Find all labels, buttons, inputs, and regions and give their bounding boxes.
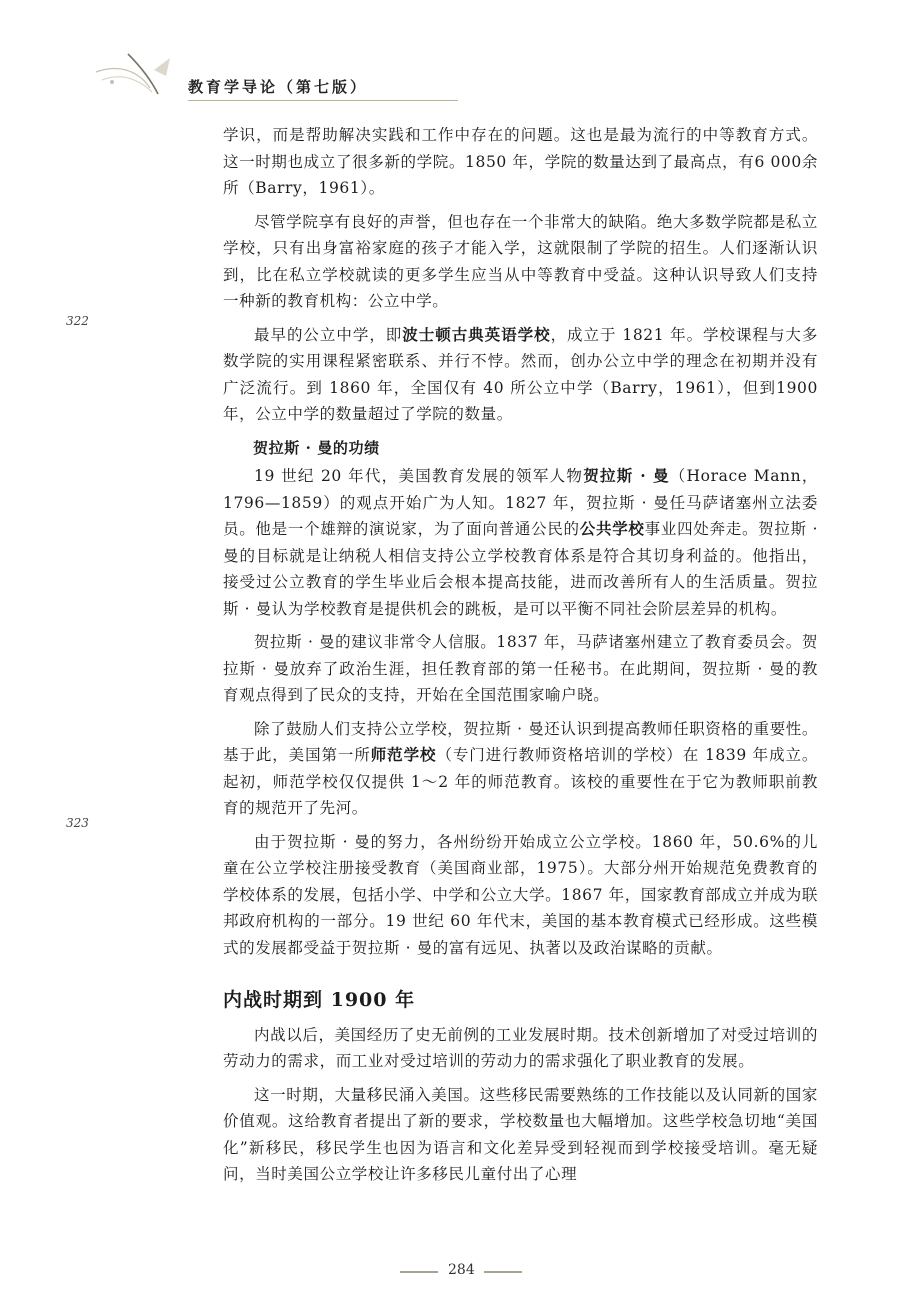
header-title: 教育学导论（第七版） — [188, 78, 369, 96]
footer-ornament-left — [400, 1271, 438, 1273]
paragraph: 贺拉斯 · 曼的建议非常令人信服。1837 年，马萨诸塞州建立了教育委员会。贺拉斯 · 曼放弃了政治生涯，担任教育部的第一任秘书。在此期间，贺拉斯 · 曼的教育观点得到了民众的支持，开始在全国范围家喻户晓。 — [223, 633, 818, 704]
page-footer — [400, 1262, 520, 1282]
margin-page-number: 322 — [66, 314, 89, 328]
text-run: ，成立于 1821 年。学校课程与大多数学院的实用课程紧密联系、并行不悖。然而，创办公立中学的理念在初期并没有广泛流行。到 1860 年，全国仅有 40 所公立中学（Barry，1961），但到1900 年，公立中学的数量超过了学院的数量。 — [223, 325, 819, 423]
bold-term: 师范学校 — [370, 745, 437, 764]
page-number: 284 — [448, 1262, 475, 1278]
text-run: （专门进行教师资格培训的学校）在 1839 年成立。起初，师范学校仅仅提供 1～2 年的师范教育。该校的重要性在于它为教师职前教育的规范开了先河。 — [223, 746, 818, 817]
bold-term: 公共学校 — [579, 519, 645, 538]
paragraph: 尽管学院享有良好的声誉，但也存在一个非常大的缺陷。绝大多数学院都是私立学校，只有出身富裕家庭的孩子才能入学，这就限制了学院的招生。人们逐渐认识到，比在私立学校就读的更多学生应当从中等教育中受益。这种认识导致人们支持一种新的教育机构：公立中学。 — [223, 212, 818, 310]
paragraph — [223, 463, 818, 622]
text-run: 最早的公立中学，即 — [254, 325, 403, 344]
text-run: 事业四处奔走。贺拉斯 · 曼的目标就是让纳税人相信支持公立学校教育体系是符合其切身利益的。他指出，接受过公立教育的学生毕业后会根本提高技能，进而改善所有人的生活质量。贺拉斯 · 曼认为学校教育是提供机会的跳板，是可以平衡不同社会阶层差异的机构。 — [223, 520, 818, 618]
footer-ornament-right — [484, 1271, 522, 1273]
text-run: （Horace Mann，1796—1859）的观点开始广为人知。1827 年，贺拉斯 · 曼任马萨诸塞州立法委员。他是一个雄辩的演说家，为了面向普通公民的 — [223, 467, 819, 538]
running-header — [88, 50, 408, 110]
body-text — [223, 122, 818, 1195]
paragraph: 内战以后，美国经历了史无前例的工业发展时期。技术创新增加了对受过培训的劳动力的需求，而工业对受过培训的劳动力的需求强化了职业教育的发展。 — [223, 1025, 818, 1070]
text-run: 除了鼓励人们支持公立学校，贺拉斯 · 曼还认识到提高教师任职资格的重要性。基于此，美国第一所 — [223, 719, 818, 764]
paragraph — [223, 716, 818, 822]
margin-page-number: 323 — [66, 816, 89, 830]
bold-term: 贺拉斯 · 曼 — [583, 466, 670, 485]
header-rule — [188, 100, 458, 101]
bold-term: 波士顿古典英语学校 — [402, 324, 551, 344]
section-heading: 内战时期到 1900 年 — [223, 989, 416, 1011]
quill-ornament-icon — [88, 50, 188, 100]
paragraph: 这一时期，大量移民涌入美国。这些移民需要熟练的工作技能以及认同新的国家价值观。这给教育者提出了新的要求，学校数量也大幅增加。这些学校急切地“美国化”新移民，移民学生也因为语言和文化差异受到轻视而到学校接受培训。毫无疑问，当时美国公立学校让许多移民儿童付出了心理 — [223, 1085, 818, 1183]
paragraph — [223, 322, 818, 428]
text-run: 19 世纪 20 年代，美国教育发展的领军人物 — [254, 467, 584, 485]
paragraph: 学识，而是帮助解决实践和工作中存在的问题。这也是最为流行的中等教育方式。这一时期也成立了很多新的学院。1850 年，学院的数量达到了最高点，有6 000余所（Barry，1961）。 — [223, 126, 818, 197]
subheading: 贺拉斯 · 曼的功绩 — [253, 438, 380, 457]
paragraph: 由于贺拉斯 · 曼的努力，各州纷纷开始成立公立学校。1860 年，50.6%的儿童在公立学校注册接受教育（美国商业部，1975）。大部分州开始规范免费教育的学校体系的发展，包括小学、中学和公立大学。1867 年，国家教育部成立并成为联邦政府机构的一部分。19 世纪 60 年代末，美国的基本教育模式已经形成。这些模式的发展都受益于贺拉斯 · 曼的富有远见、执著以及政治谋略的贡献。 — [223, 832, 818, 957]
